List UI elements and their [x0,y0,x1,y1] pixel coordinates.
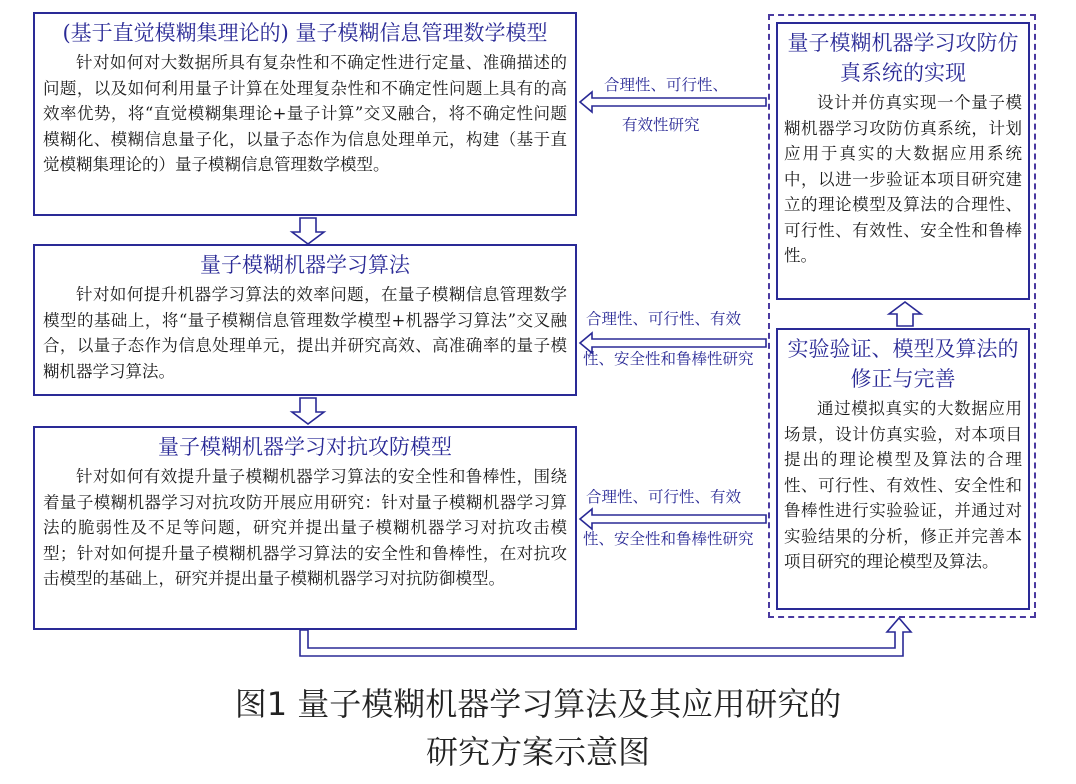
down-arrow-2 [292,398,324,424]
figure-caption [0,680,1076,776]
label-bot-line2: 性、安全性和鲁棒性研究 [583,531,754,548]
label-top-line2: 有效性研究 [622,117,700,134]
adversarial-box [33,426,577,630]
experiment-box [776,328,1030,610]
label-mid-line1: 合理性、可行性、有效 [586,311,742,328]
label-bot-line1: 合理性、可行性、有效 [586,489,742,506]
caption-line1: 图1 量子模糊机器学习算法及其应用研究的 [234,685,842,723]
algorithm-body: 针对如何提升机器学习算法的效率问题，在量子模糊信息管理数学模型的基础上，将“量子模糊信息管理数学模型+机器学习算法”交叉融合，以量子态作为信息处理单元，提出并研究高效、高准确率的量子模糊机器学习算法。 [43,285,567,381]
caption-line2: 研究方案示意图 [425,733,650,771]
simulation-body: 设计并仿真实现一个量子模糊机器学习攻防仿真系统，计划应用于真实的大数据应用系统中，以进一步验证本项目研究建立的理论模型及算法的合理性、可行性、有效性、安全性和鲁棒性。 [784,93,1022,265]
model-box [33,12,577,216]
simulation-box [776,22,1030,300]
adversarial-title: 量子模糊机器学习对抗攻防模型 [158,435,452,459]
down-arrow-1 [292,218,324,244]
label-top-line1: 合理性、可行性、 [604,77,729,94]
algorithm-box [33,244,577,396]
experiment-body: 通过模拟真实的大数据应用场景，设计仿真实验，对本项目提出的理论模型及算法的合理性、可行性、有效性、安全性和鲁棒性进行实验验证，并通过对实验结果的分析，修正并完善本项目研究的理论模型及算法。 [784,399,1022,571]
adversarial-body: 针对如何有效提升量子模糊机器学习算法的安全性和鲁棒性，围绕着量子模糊机器学习对抗攻防开展应用研究：针对量子模糊机器学习算法的脆弱性及不足等问题，研究并提出量子模糊机器学习对抗攻击模型；针对如何提升量子模糊机器学习算法的安全性和鲁棒性，在对抗攻击模型的基础上，研究并提出量子模糊机器学习对抗防御模型。 [43,467,567,588]
model-body: 针对如何对大数据所具有复杂性和不确定性进行定量、准确描述的问题，以及如何利用量子计算在处理复杂性和不确定性问题上具有的高效率优势，将“直觉模糊集理论+量子计算”交叉融合，将不确定性问题模糊化、模糊信息量子化，以量子态作为信息处理单元，构建（基于直觉模糊集理论的）量子模糊信息管理数学模型。 [43,53,567,174]
algorithm-title: 量子模糊机器学习算法 [200,253,410,277]
label-mid-line2: 性、安全性和鲁棒性研究 [583,351,754,368]
left-arrow-bottom [580,509,766,529]
simulation-title: 量子模糊机器学习攻防仿真系统的实现 [787,31,1019,85]
model-title: (基于直觉模糊集理论的) 量子模糊信息管理数学模型 [62,21,548,45]
experiment-title: 实验验证、模型及算法的修正与完善 [787,337,1019,391]
